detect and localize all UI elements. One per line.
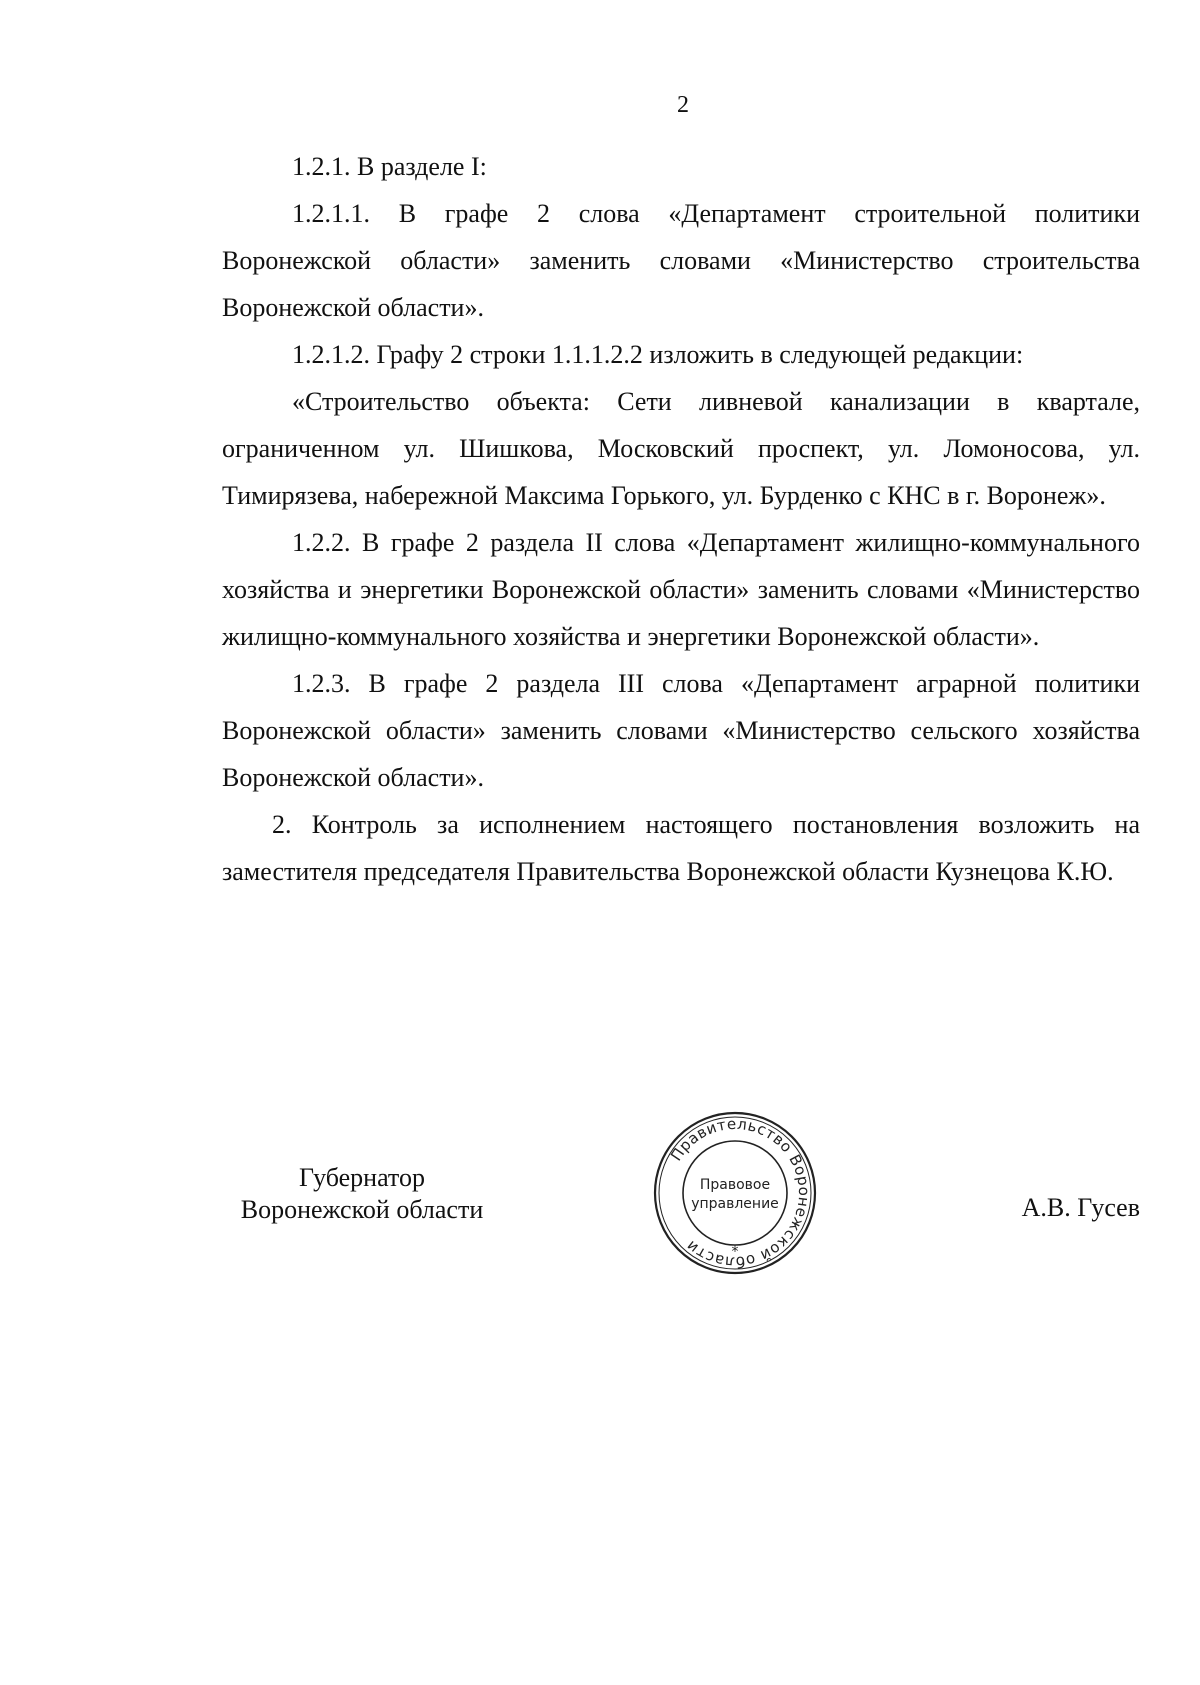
svg-text:Правительство Воронежской обла: Правительство Воронежской области (667, 1114, 814, 1272)
paragraph-1-2-1-1: 1.2.1.1. В графе 2 слова «Департамент строительной политики Воронежской области» заменить словами «Министерство строительства Воронежской области». (222, 199, 1140, 322)
signatory-region: Воронежской области (240, 1195, 484, 1224)
paragraph-1-2-2: 1.2.2. В графе 2 раздела II слова «Департамент жилищно-коммунального хозяйства и энергетики Воронежской области» заменить словами «Министерство жилищно-коммунального хозяйства и энергетики Воронежской области». (222, 528, 1140, 651)
svg-text:управление: управление (691, 1196, 779, 1212)
official-stamp (650, 1108, 820, 1278)
signatory-title: Губернатор (299, 1163, 425, 1192)
page-number: 2 (677, 92, 689, 118)
paragraph-2-control: 2. Контроль за исполнением настоящего постановления возложить на заместителя председателя Правительства Воронежской области Кузнецова К.Ю. (222, 810, 1140, 886)
signatory-name: А.В. Гусев (1021, 1193, 1140, 1222)
paragraph-quote-construction: «Строительство объекта: Сети ливневой канализации в квартале, ограниченном ул. Шишкова, Московский проспект, ул. Ломоносова, ул. Тимирязева, набережной Максима Горького, ул. Бурденко с КНС в г. Воронеж». (222, 387, 1140, 510)
stamp-seal-icon (650, 1108, 820, 1278)
signatory-position (222, 1162, 502, 1226)
paragraph-1-2-3: 1.2.3. В графе 2 раздела III слова «Департамент аграрной политики Воронежской области» заменить словами «Министерство сельского хозяйства Воронежской области». (222, 669, 1140, 792)
paragraph-1-2-1-2: 1.2.1.2. Графу 2 строки 1.1.1.2.2 изложить в следующей редакции: (292, 340, 1024, 369)
svg-text:*: * (731, 1244, 739, 1260)
document-body (222, 143, 1140, 895)
svg-text:Правовое: Правовое (699, 1177, 771, 1193)
paragraph-1-2-1: 1.2.1. В разделе I: (292, 152, 487, 181)
